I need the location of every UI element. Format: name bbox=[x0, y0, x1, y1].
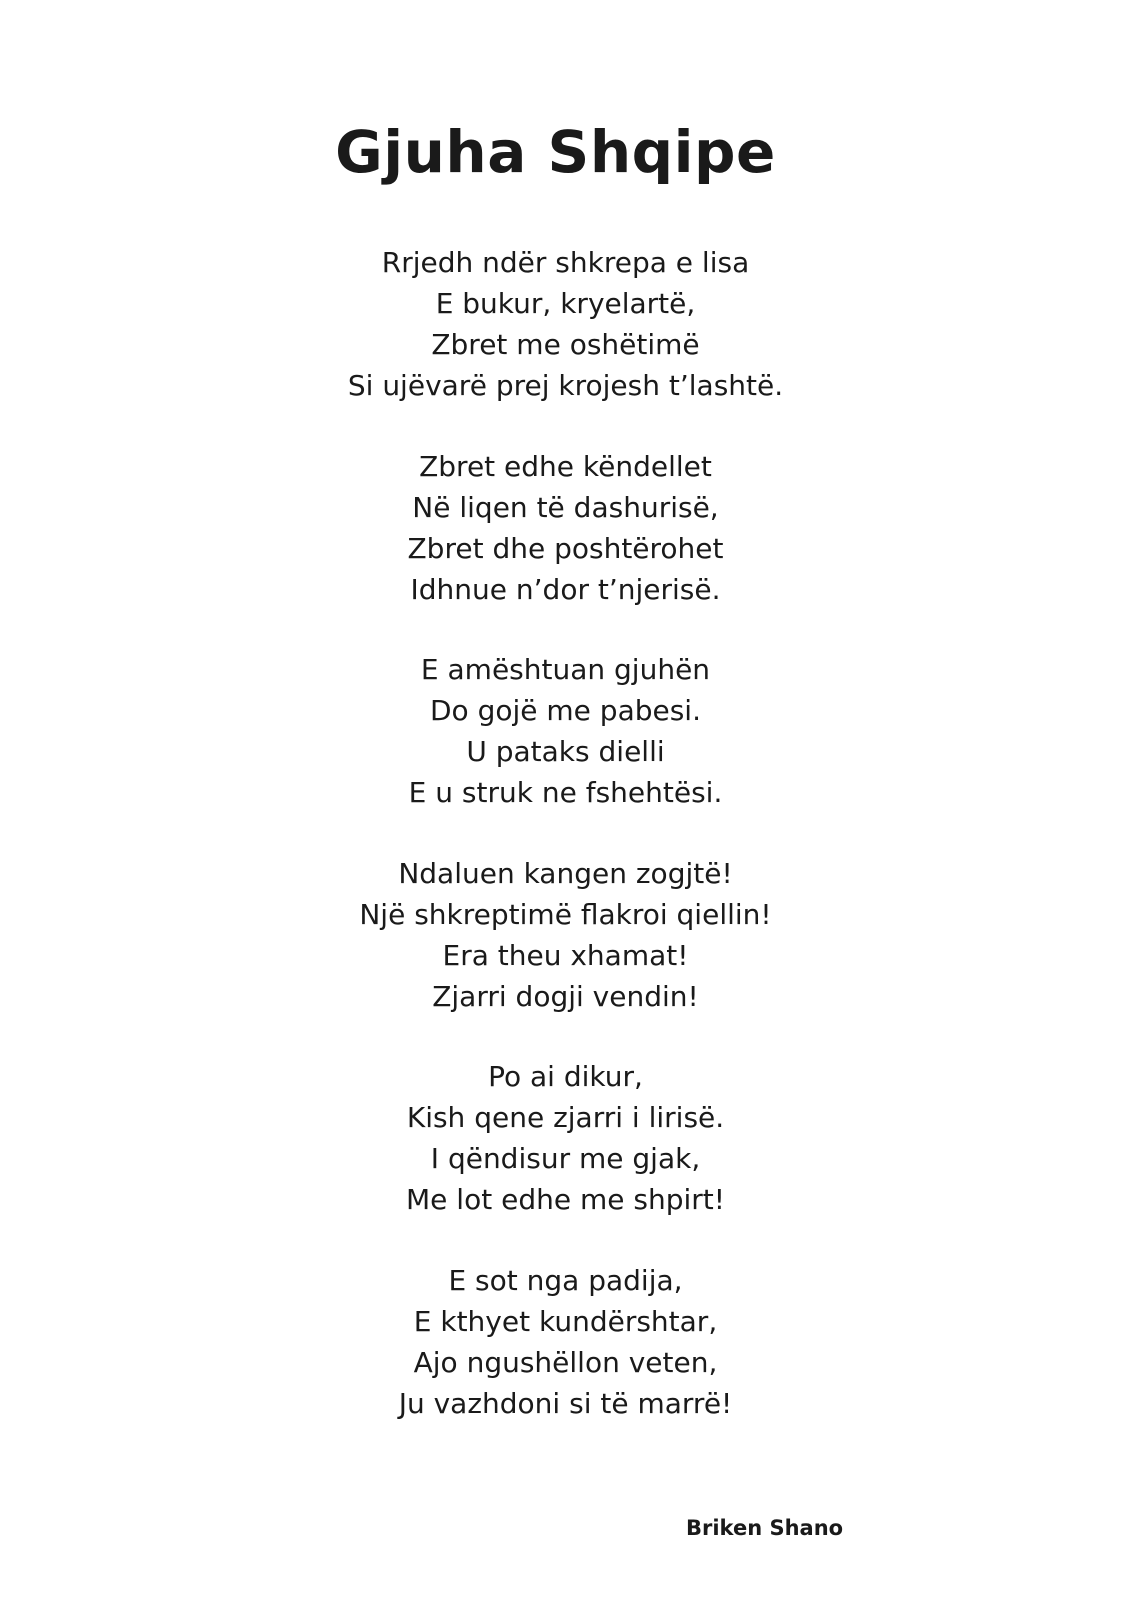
poem-line: Zjarri dogji vendin! bbox=[432, 979, 699, 1013]
author-name: Briken Shano bbox=[686, 1516, 844, 1540]
poem-line: E bukur, kryelartë, bbox=[435, 287, 696, 320]
poem-line: E amështuan gjuhën bbox=[420, 653, 711, 686]
poem-title: Gjuha Shqipe bbox=[335, 118, 776, 186]
poem-line: Si ujëvarë prej krojesh t’lashtë. bbox=[347, 369, 784, 402]
poem-line: Po ai dikur, bbox=[488, 1060, 643, 1093]
poem-line: I qëndisur me gjak, bbox=[430, 1142, 701, 1175]
poem-line: Zbret me oshëtimë bbox=[431, 328, 700, 361]
stanza-3 bbox=[0, 649, 1131, 813]
poem-line: Një shkreptimë flakroi qiellin! bbox=[359, 897, 772, 931]
stanza-1 bbox=[0, 242, 1131, 406]
poem-line: Zbret edhe këndellet bbox=[419, 449, 712, 483]
poem-line: Ju vazhdoni si të marrë! bbox=[398, 1386, 733, 1420]
poem-line: Në liqen të dashurisë, bbox=[412, 490, 719, 524]
stanza-2 bbox=[0, 446, 1131, 610]
poem-line: Zbret dhe poshtërohet bbox=[407, 531, 724, 565]
poem-line: E sot nga padija, bbox=[448, 1263, 683, 1297]
poem-body bbox=[0, 242, 1131, 1463]
poem-line: Idhnue n’dor t’njerisë. bbox=[410, 572, 721, 606]
poem-line: Ajo ngushëllon veten, bbox=[413, 1345, 718, 1379]
poem-line: Rrjedh ndër shkrepa e lisa bbox=[381, 246, 750, 279]
poem-line: Kish qene zjarri i lirisë. bbox=[406, 1101, 725, 1134]
stanza-4 bbox=[0, 853, 1131, 1017]
poem-line: U pataks dielli bbox=[466, 735, 665, 768]
poem-line: E u struk ne fshehtësi. bbox=[408, 776, 723, 809]
poem-line: Do gojë me pabesi. bbox=[429, 694, 701, 727]
stanza-6 bbox=[0, 1260, 1131, 1424]
poem-line: Era theu xhamat! bbox=[442, 938, 689, 972]
poem-line: Me lot edhe me shpirt! bbox=[406, 1183, 725, 1216]
poem-line: Ndaluen kangen zogjtë! bbox=[398, 856, 733, 890]
stanza-5 bbox=[0, 1056, 1131, 1220]
poem-line: E kthyet kundërshtar, bbox=[413, 1304, 718, 1338]
